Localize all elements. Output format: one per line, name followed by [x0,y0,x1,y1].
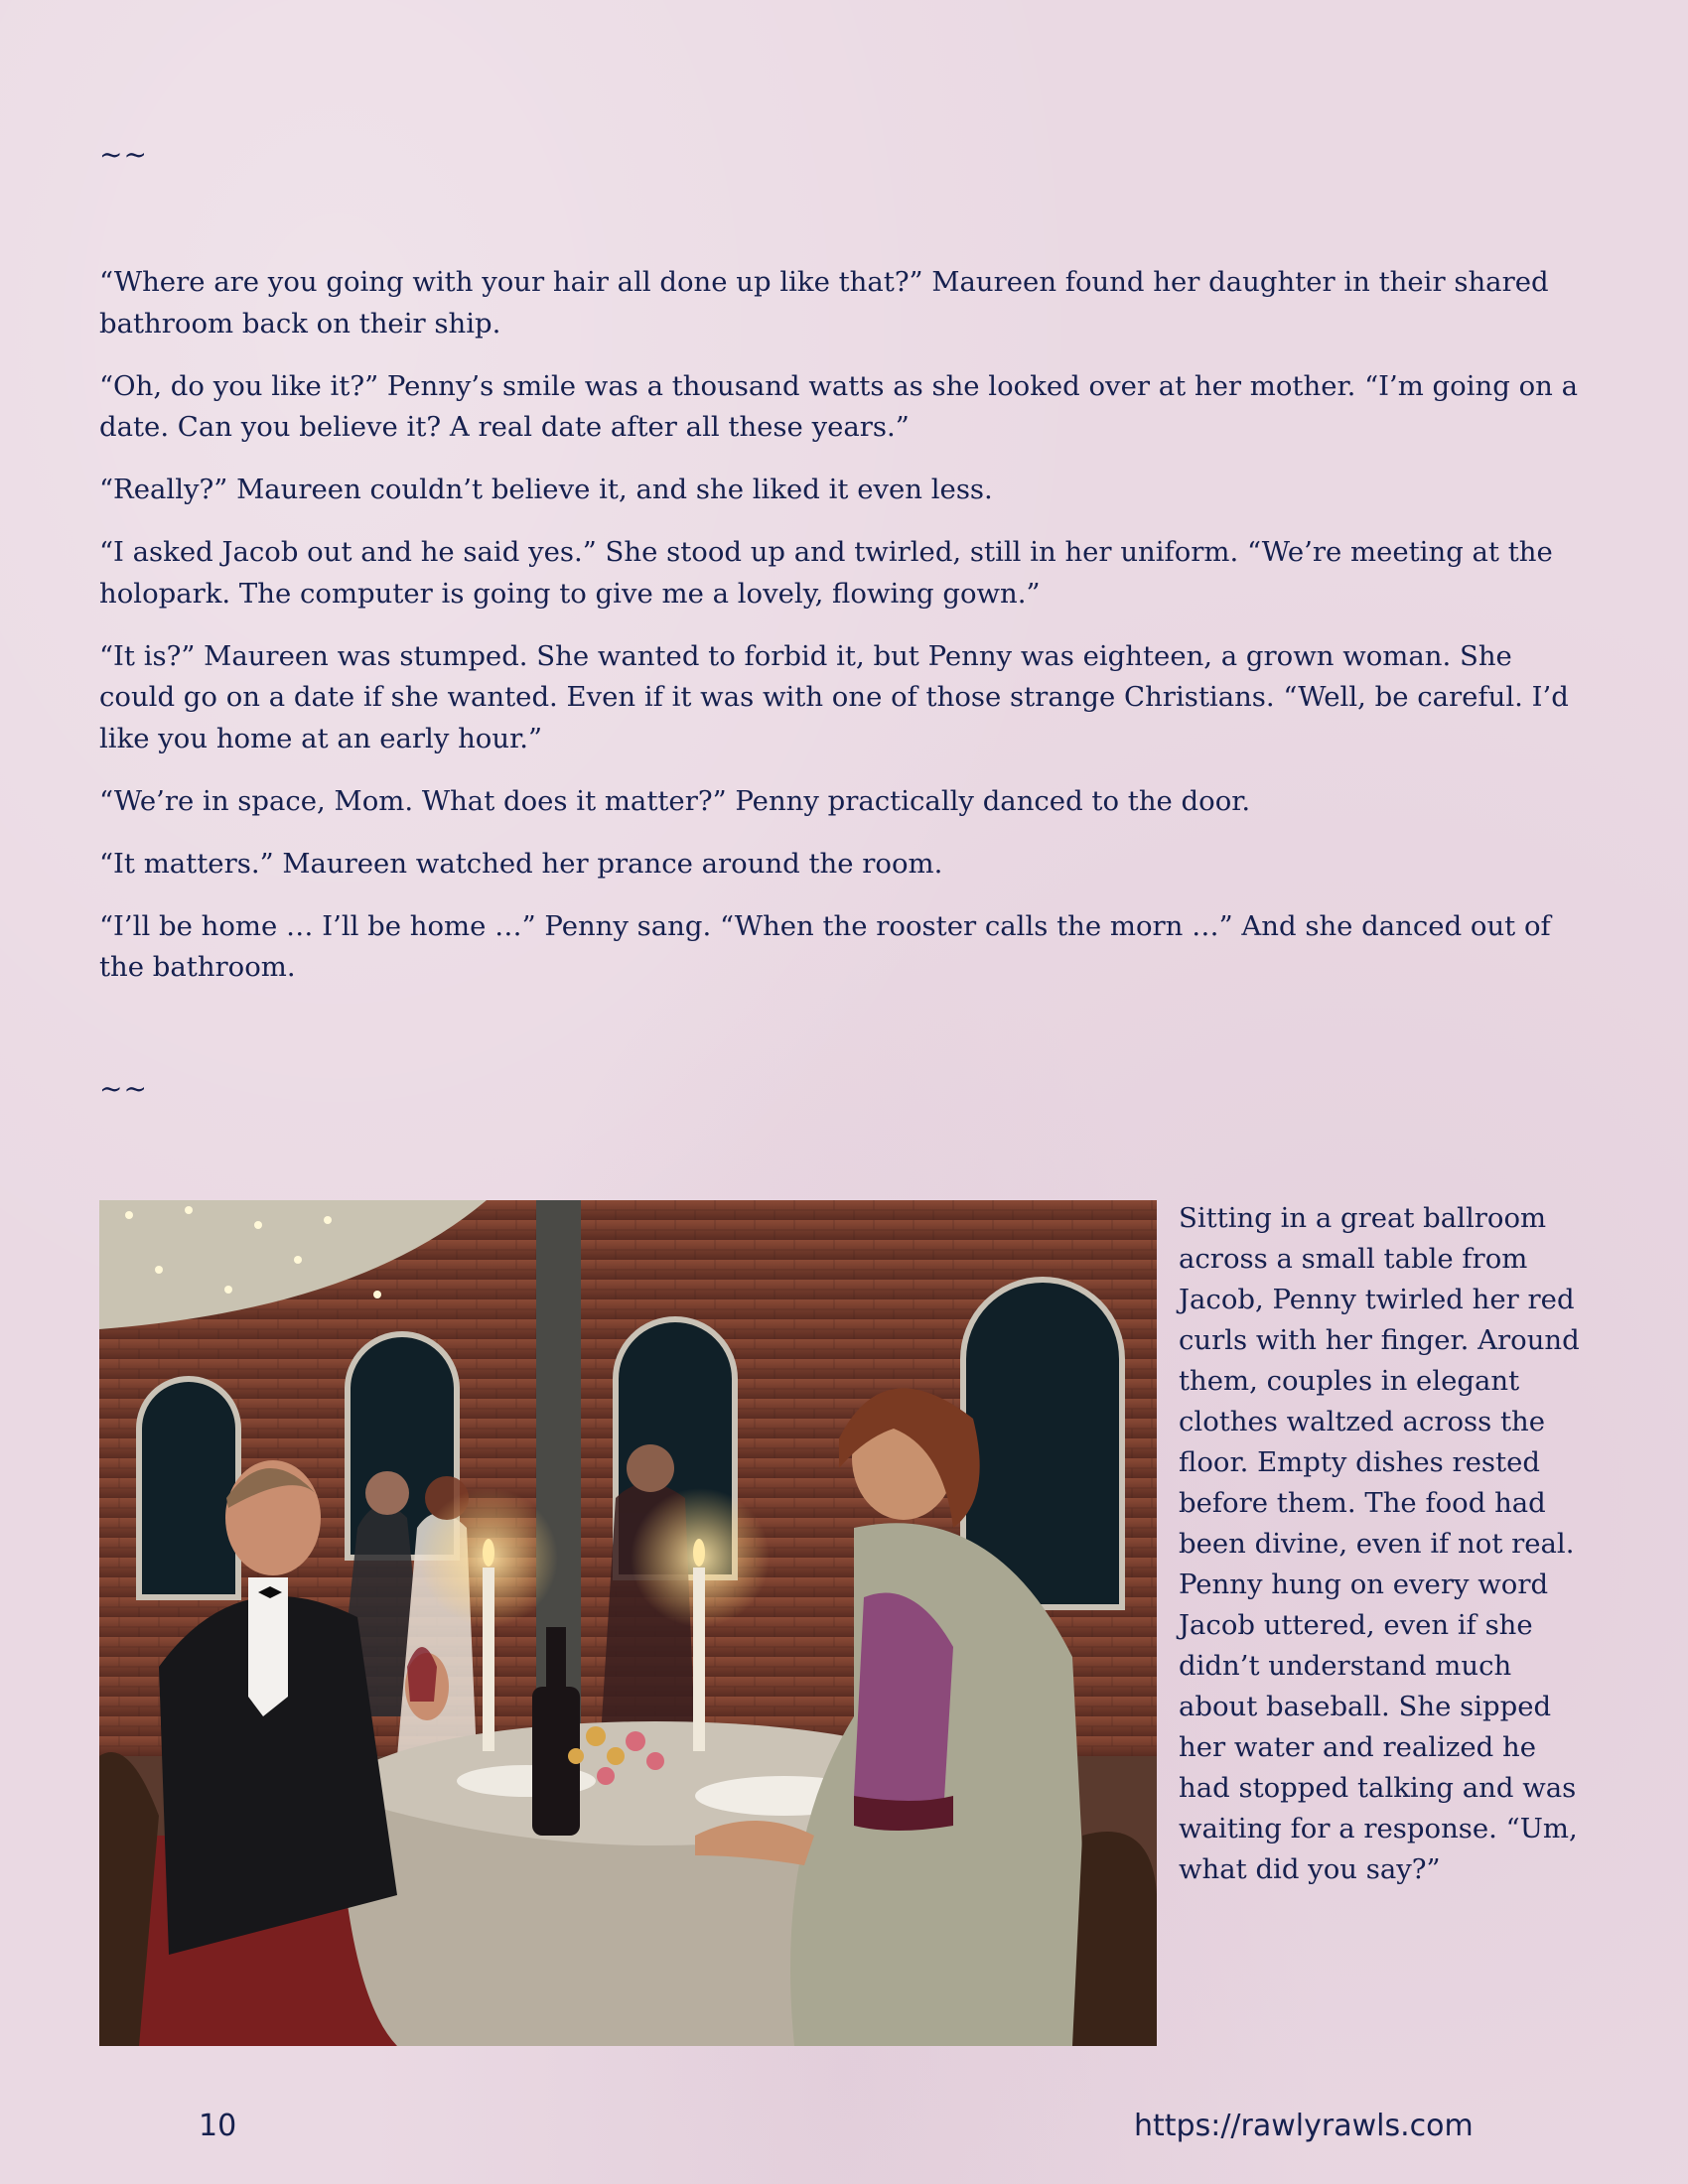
page-number: 10 [199,2109,237,2143]
paragraph: “We’re in space, Mom. What does it matter?” Penny practically danced to the door. [99,784,1251,817]
story-text [99,262,1589,1010]
scene-separator-top: ~~ [99,138,148,171]
footer-url-link[interactable]: https://rawlyrawls.com [1134,2109,1474,2143]
paragraph: “It matters.” Maureen watched her prance around the room. [99,847,943,880]
paragraph: “I asked Jacob out and he said yes.” She stood up and twirled, still in her uniform. “We’re meeting at the holopark. The computer is going to give me a lovely, flowing gown.” [99,536,1553,610]
paragraph: “It is?” Maureen was stumped. She wanted to forbid it, but Penny was eighteen, a grown woman. She could go on a date if she wanted. Even if it was with one of those strange Christians. “Well, be careful. I’d like you home at an early hour.” [99,639,1569,754]
paragraph: “Oh, do you like it?” Penny’s smile was a thousand watts as she looked over at her mother. “I’m going on a date. Can you believe it? A real date after all these years.” [99,369,1578,443]
paragraph: “Where are you going with your hair all done up like that?” Maureen found her daughter in their shared bathroom back on their ship. [99,266,1549,340]
ballroom-dinner-illustration [99,1200,1157,2046]
scene-separator-middle: ~~ [99,1072,148,1105]
paragraph: “I’ll be home … I’ll be home …” Penny sang. “When the rooster calls the morn …” And she danced out of the bathroom. [99,909,1551,983]
side-paragraph: Sitting in a great ballroom across a small table from Jacob, Penny twirled her red curls with her finger. Around them, couples in elegant clothes waltzed across the floor. Empty dishes rested before them. The food had been divine, even if not real. Penny hung on every word Jacob uttered, even if she didn’t understand much about baseball. She sipped her water and realized he had stopped talking and was waiting for a response. “Um, what did you say?” [1179,1202,1580,1885]
paragraph: “Really?” Maureen couldn’t believe it, and she liked it even less. [99,474,993,505]
